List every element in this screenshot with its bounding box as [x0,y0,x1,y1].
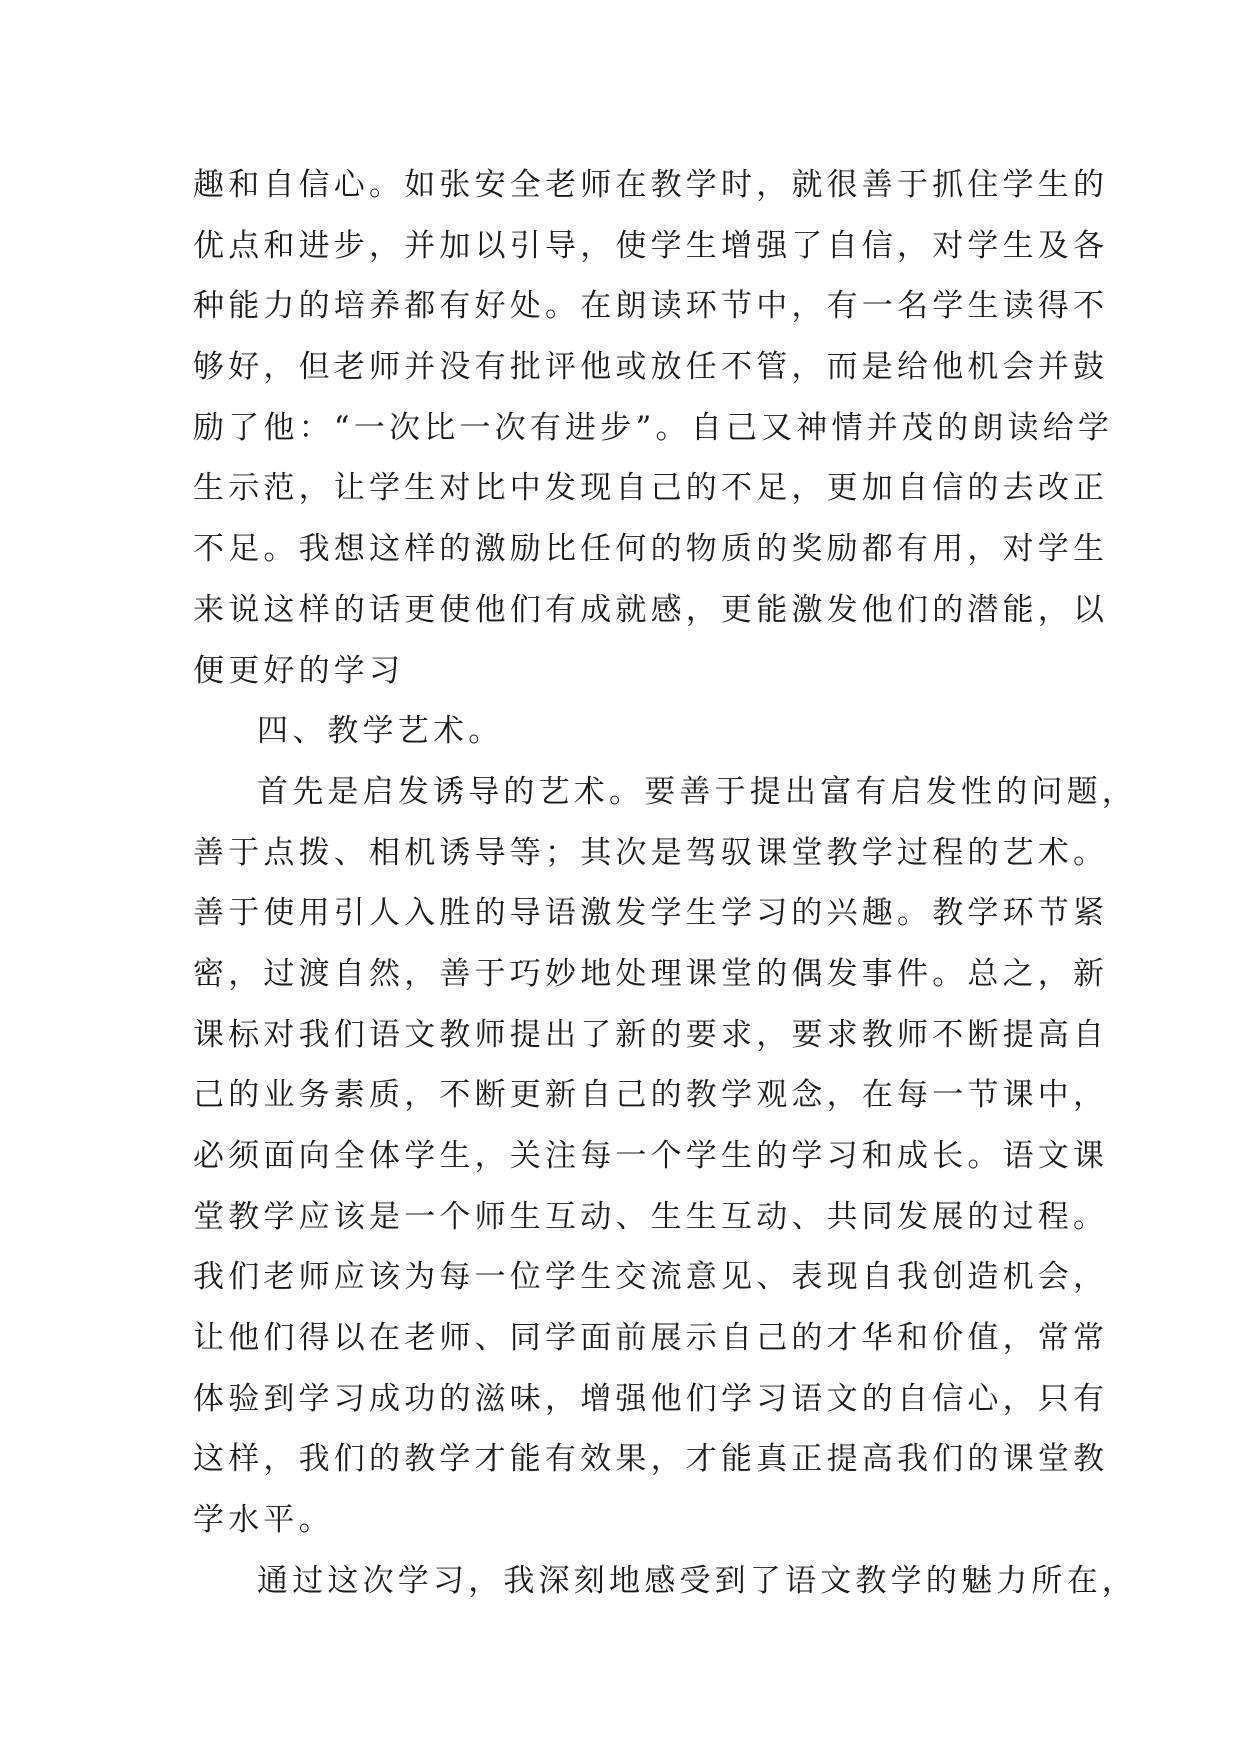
text-line: 励了他：“一次比一次有进步”。自己又神情并茂的朗读给学 [193,409,1114,446]
paragraph-1 [193,155,1114,701]
text-line: 优点和进步，并加以引导，使学生增强了自信，对学生及各 [193,227,1109,264]
text-line: 来说这样的话更使他们有成就感，更能激发他们的潜能，以 [193,591,1109,628]
text-line: 己的业务素质，不断更新自己的教学观念，在每一节课中， [193,1077,1109,1114]
text-line: 便更好的学习 [193,652,405,689]
text-line: 善于使用引人入胜的导语激发学生学习的兴趣。教学环节紧 [193,895,1109,932]
text-line: 让他们得以在老师、同学面前展示自己的才华和价值，常常 [193,1320,1109,1357]
document-body [193,155,1137,1612]
text-line: 善于点拨、相机诱导等；其次是驾驭课堂教学过程的艺术。 [193,834,1109,871]
text-line: 必须面向全体学生，关注每一个学生的学习和成长。语文课 [193,1138,1109,1174]
text-line: 这样，我们的教学才能有效果，才能真正提高我们的课堂教 [193,1441,1109,1478]
paragraph-3 [193,1551,1137,1612]
text-line: 够好，但老师并没有批评他或放任不管，而是给他机会并鼓 [193,349,1109,386]
text-line: 不足。我想这样的激励比任何的物质的奖励都有用，对学生 [193,531,1109,568]
text-line: 首先是启发诱导的艺术。要善于提出富有启发性的问题， [257,773,1137,810]
paragraph-2 [193,762,1137,1551]
text-line: 通过这次学习，我深刻地感受到了语文教学的魅力所在， [257,1562,1137,1599]
section-heading: 四、教学艺术。 [257,713,504,750]
text-line: 堂教学应该是一个师生互动、生生互动、共同发展的过程。 [193,1198,1109,1235]
text-line: 种能力的培养都有好处。在朗读环节中，有一名学生读得不 [193,288,1109,325]
text-line: 学水平。 [193,1502,334,1539]
text-line: 密，过渡自然，善于巧妙地处理课堂的偶发事件。总之，新 [193,955,1109,992]
text-line: 生示范，让学生对比中发现自己的不足，更加自信的去改正 [193,470,1109,507]
text-line: 趣和自信心。如张安全老师在教学时，就很善于抓住学生的 [193,167,1109,203]
text-line: 课标对我们语文教师提出了新的要求，要求教师不断提高自 [193,1016,1109,1053]
text-line: 我们老师应该为每一位学生交流意见、表现自我创造机会， [193,1259,1109,1296]
text-line: 体验到学习成功的滋味，增强他们学习语文的自信心，只有 [193,1380,1109,1417]
